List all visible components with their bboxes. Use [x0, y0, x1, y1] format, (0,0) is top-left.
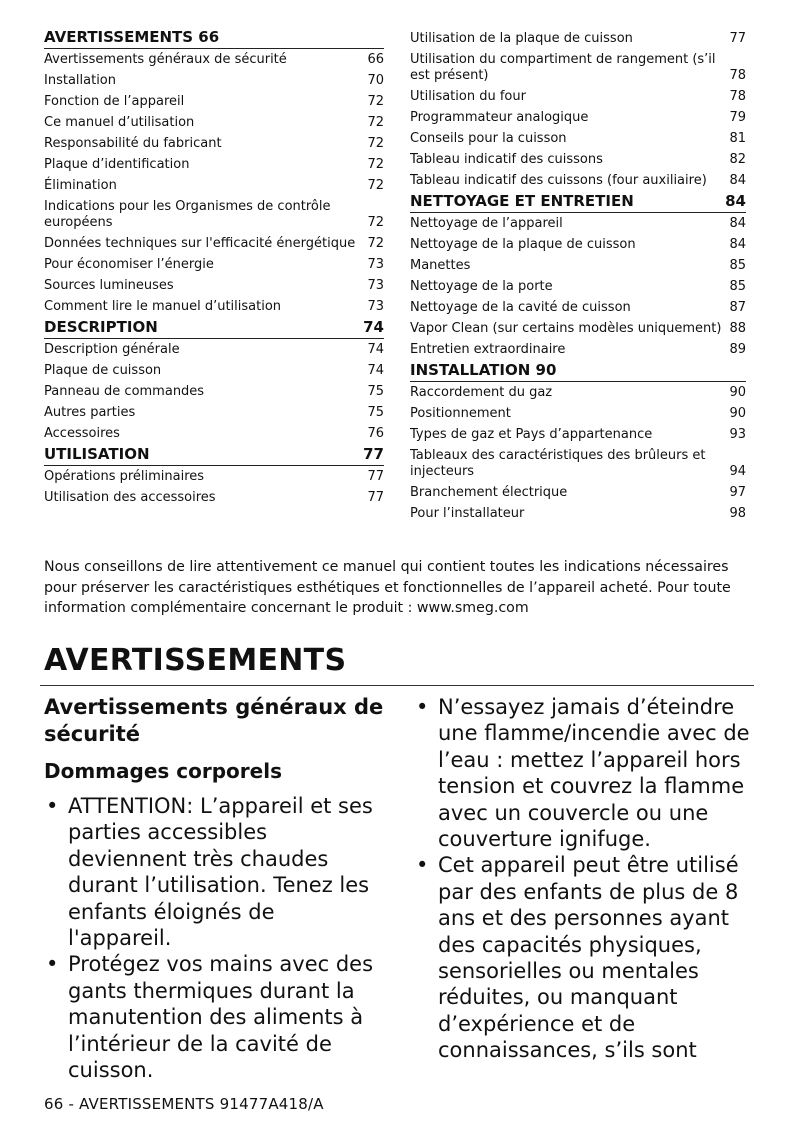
toc-entry: [44, 296, 384, 317]
toc-entry: [44, 112, 384, 133]
toc-entry-page: 85: [729, 258, 746, 273]
toc-entry: [44, 196, 384, 233]
toc-entry: [410, 482, 746, 503]
toc-entry-title: Installation: [44, 73, 117, 88]
toc-entry-title: Plaque d’identification: [44, 157, 190, 172]
toc-entry: [44, 381, 384, 402]
toc-entry-page: 72: [367, 115, 384, 130]
toc-entry-title: Pour économiser l’énergie: [44, 257, 214, 272]
toc-entry-page: 74: [367, 342, 384, 357]
toc-entry: [410, 297, 746, 318]
toc-entry-page: 84: [729, 173, 746, 188]
toc-entry: [410, 276, 746, 297]
toc-entry-page: 79: [729, 110, 746, 125]
toc-entry: [410, 255, 746, 276]
toc-entry: [44, 254, 384, 275]
section-title: AVERTISSEMENTS: [44, 643, 347, 678]
bullet-item: • Cet appareil peut être utilisé par des enfants de plus de 8 ans et des personnes ayant des capacités physiques, sensorielles ou mentales réduites, ou manquant d’expérience et de connaissances, s’ils sont: [414, 852, 754, 1063]
heading-general-safety: Avertissements généraux de sécurité: [44, 695, 384, 746]
toc-entry-page: 85: [729, 279, 746, 294]
toc-entry: [410, 128, 746, 149]
toc-entry-page: 82: [729, 152, 746, 167]
toc-entry-page: 75: [367, 384, 384, 399]
toc-entry-title: Tableaux des caractéristiques des brûleurs et injecteurs: [410, 448, 706, 479]
toc-entry-page: 73: [367, 278, 384, 293]
toc-entry-page: 90: [729, 406, 746, 421]
toc-entry-title: Plaque de cuisson: [44, 363, 162, 378]
toc-entry-page: 90: [729, 385, 746, 400]
toc-section-heading: [410, 361, 746, 382]
toc-entry-page: 77: [367, 490, 384, 505]
toc-entry: [410, 86, 746, 107]
toc-section-heading: [44, 28, 384, 49]
toc-entry: [410, 382, 746, 403]
toc-entry-title: AVERTISSEMENTS 66: [44, 28, 220, 46]
toc-entry-title: INSTALLATION 90: [410, 361, 557, 379]
toc-entry-title: Tableau indicatif des cuissons (four auxiliaire): [410, 173, 707, 188]
toc-entry-title: Raccordement du gaz: [410, 385, 553, 400]
toc-entry-page: 94: [729, 464, 746, 479]
toc-entry-page: 84: [725, 192, 746, 210]
toc-entry: [410, 403, 746, 424]
toc-entry-title: Utilisation des accessoires: [44, 490, 216, 505]
toc-entry-title: Utilisation de la plaque de cuisson: [410, 31, 633, 46]
toc-entry: [44, 402, 384, 423]
toc-entry-title: Positionnement: [410, 406, 511, 421]
toc-entry: [410, 503, 746, 524]
toc-entry-page: 87: [729, 300, 746, 315]
toc-entry-page: 88: [729, 321, 746, 336]
toc-entry: [44, 175, 384, 196]
toc-entry-title: Tableau indicatif des cuissons: [410, 152, 603, 167]
toc-entry-title: Branchement électrique: [410, 485, 568, 500]
toc-entry-title: UTILISATION: [44, 445, 150, 463]
toc-entry-title: Programmateur analogique: [410, 110, 589, 125]
toc-entry: [44, 154, 384, 175]
subheading-personal-injury: Dommages corporels: [44, 759, 282, 783]
toc-entry-title: Accessoires: [44, 426, 120, 441]
toc-entry-title: Comment lire le manuel d’utilisation: [44, 299, 282, 314]
toc-entry-page: 72: [367, 136, 384, 151]
toc-entry-page: 74: [367, 363, 384, 378]
page-footer: 66 - AVERTISSEMENTS 91477A418/A: [44, 1095, 324, 1113]
toc-entry: [410, 234, 746, 255]
toc-entry-title: Avertissements généraux de sécurité: [44, 52, 287, 67]
toc-entry-page: 70: [367, 73, 384, 88]
toc-section-heading: [44, 318, 384, 339]
toc-entry: [410, 170, 746, 191]
toc-entry-page: 93: [729, 427, 746, 442]
toc-entry: [44, 466, 384, 487]
toc-entry-page: 76: [367, 426, 384, 441]
toc-entry: [44, 233, 384, 254]
toc-entry-title: Vapor Clean (sur certains modèles uniquement): [410, 321, 722, 336]
toc-entry-title: Ce manuel d’utilisation: [44, 115, 195, 130]
toc-entry-title: Opérations préliminaires: [44, 469, 205, 484]
toc-entry: [44, 360, 384, 381]
toc-entry: [410, 49, 746, 86]
toc-section-heading: [44, 445, 384, 466]
toc-entry-title: Pour l’installateur: [410, 506, 525, 521]
toc-entry-title: Utilisation du four: [410, 89, 526, 104]
intro-paragraph: Nous conseillons de lire attentivement ce manuel qui contient toutes les indications nécessaires pour préserver les caractéristiques esthétiques et fonctionnelles de l’appareil acheté. Pour toute information complémentaire concernant le produit : www.smeg.com: [44, 559, 731, 616]
toc-entry-title: Panneau de commandes: [44, 384, 205, 399]
toc-entry: [410, 149, 746, 170]
toc-entry-title: Données techniques sur l'efficacité énergétique: [44, 236, 356, 251]
toc-entry-title: Types de gaz et Pays d’appartenance: [410, 427, 653, 442]
toc-entry-page: 78: [729, 68, 746, 83]
bullet-item: • N’essayez jamais d’éteindre une flamme/incendie avec de l’eau : mettez l’appareil hors tension et couvrez la flamme avec un couvercle ou une couverture ignifuge.: [414, 694, 754, 852]
body-right-column: [414, 694, 754, 1064]
toc-entry-page: 77: [729, 31, 746, 46]
toc-entry-page: 84: [729, 216, 746, 231]
toc-entry-page: 78: [729, 89, 746, 104]
bullet-list: [414, 694, 754, 1064]
toc-entry-page: 72: [367, 94, 384, 109]
toc-entry-title: Nettoyage de la cavité de cuisson: [410, 300, 631, 315]
toc-entry: [410, 424, 746, 445]
toc-entry: [410, 107, 746, 128]
toc-entry-title: Nettoyage de l’appareil: [410, 216, 563, 231]
toc-entry: [410, 339, 746, 360]
bullet-item: • Protégez vos mains avec des gants thermiques durant la manutention des aliments à l’intérieur de la cavité de cuisson.: [44, 951, 384, 1083]
toc-entry-page: 97: [729, 485, 746, 500]
toc-entry-title: Utilisation du compartiment de rangement (s’il est présent): [410, 52, 716, 83]
toc-entry-page: 89: [729, 342, 746, 357]
toc-entry-page: 73: [367, 257, 384, 272]
toc-entry-page: 81: [729, 131, 746, 146]
toc-section-heading: [410, 192, 746, 213]
toc-entry-page: 66: [367, 52, 384, 67]
toc-entry: [44, 70, 384, 91]
toc-entry-title: Entretien extraordinaire: [410, 342, 566, 357]
toc-entry-title: Responsabilité du fabricant: [44, 136, 222, 151]
toc-entry-page: 74: [363, 318, 384, 336]
toc-entry: [410, 318, 746, 339]
toc-entry: [44, 339, 384, 360]
toc-entry-title: Nettoyage de la porte: [410, 279, 553, 294]
toc-entry-page: 84: [729, 237, 746, 252]
toc-entry-page: 72: [367, 178, 384, 193]
toc-entry: [44, 91, 384, 112]
toc-entry-title: Fonction de l’appareil: [44, 94, 185, 109]
bullet-list: [44, 793, 384, 1083]
toc-entry-title: NETTOYAGE ET ENTRETIEN: [410, 192, 634, 210]
toc-entry-title: Autres parties: [44, 405, 136, 420]
body-left-column: [44, 694, 384, 1083]
title-divider: [40, 685, 754, 686]
bullet-item: • ATTENTION: L’appareil et ses parties accessibles deviennent très chaudes durant l’utilisation. Tenez les enfants éloignés de l'appareil.: [44, 793, 384, 951]
toc-entry-page: 72: [367, 236, 384, 251]
toc-entry-page: 75: [367, 405, 384, 420]
toc-right-column: [410, 28, 746, 524]
toc-entry: [44, 275, 384, 296]
toc-entry-page: 73: [367, 299, 384, 314]
toc-entry-title: Description générale: [44, 342, 180, 357]
toc-entry: [44, 133, 384, 154]
toc-entry-title: Indications pour les Organismes de contrôle européens: [44, 199, 331, 230]
toc-entry-page: 72: [367, 157, 384, 172]
toc-entry-title: Sources lumineuses: [44, 278, 174, 293]
toc-entry-page: 77: [367, 469, 384, 484]
toc-entry-title: Conseils pour la cuisson: [410, 131, 567, 146]
toc-entry-title: DESCRIPTION: [44, 318, 158, 336]
toc-entry: [410, 28, 746, 49]
toc-entry-title: Manettes: [410, 258, 471, 273]
toc-entry: [44, 423, 384, 444]
toc-entry-page: 72: [367, 215, 384, 230]
toc-entry-title: Nettoyage de la plaque de cuisson: [410, 237, 636, 252]
toc-entry: [44, 49, 384, 70]
toc-entry: [410, 445, 746, 482]
toc-entry-page: 98: [729, 506, 746, 521]
toc-entry-title: Élimination: [44, 178, 117, 193]
toc-left-column: [44, 28, 384, 508]
toc-entry: [44, 487, 384, 508]
toc-entry: [410, 213, 746, 234]
toc-entry-page: 77: [363, 445, 384, 463]
